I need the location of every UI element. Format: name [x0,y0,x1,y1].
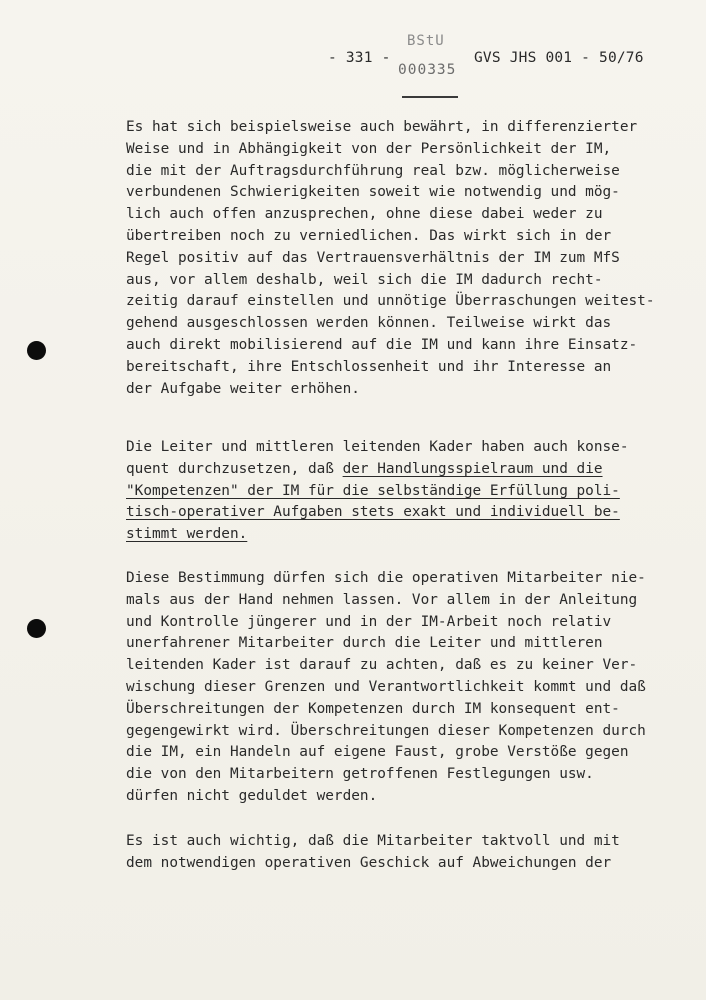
text-line: die IM, ein Handeln auf eigene Faust, grobe Verstöße gegen [126,744,629,761]
text-line: der Aufgabe weiter erhöhen. [126,380,360,397]
page-number: - 331 - [328,50,391,66]
text-line [126,524,671,546]
punch-hole-upper [27,341,46,360]
underlined-text: der Handlungsspielraum und die [342,460,603,477]
page-header [0,33,706,110]
text-line: aus, vor allem deshalb, weil sich die IM dadurch recht- [126,271,603,288]
text-line: verbundenen Schwierigkeiten soweit wie notwendig und mög- [126,184,620,201]
text-line: dem notwendigen operativen Geschick auf Abweichungen der [126,854,612,871]
document-reference: GVS JHS 001 - 50/76 [474,50,644,66]
text-line: unerfahrener Mitarbeiter durch die Leiter und mittleren [126,635,603,652]
text-line: lich auch offen anzusprechen, ohne diese dabei weder zu [126,206,603,223]
text-line [126,459,671,481]
underlined-text-line: "Kompetenzen" der IM für die selbständige Erfüllung poli- [126,482,620,499]
text-line: Es ist auch wichtig, daß die Mitarbeiter taktvoll und mit [126,833,620,849]
text-line: Es hat sich beispielsweise auch bewährt, in differenzierter [126,119,638,135]
text-line: und Kontrolle jüngerer und in der IM-Arbeit noch relativ [126,613,612,630]
paragraph-4 [126,831,671,875]
text-line: zeitig darauf einstellen und unnötige Überraschungen weitest- [126,293,655,310]
text-line: wischung dieser Grenzen und Verantwortlichkeit kommt und daß [126,678,646,695]
text-line: Regel positiv auf das Vertrauensverhältnis der IM zum MfS [126,249,620,266]
text-line: übertreiben noch zu verniedlichen. Das wirkt sich in der [126,227,612,244]
text-line: bereitschaft, ihre Entschlossenheit und ihr Interesse an [126,358,612,375]
archive-stamp: BStU [407,33,445,49]
header-rule [402,96,458,98]
text-line: gehend ausgeschlossen werden können. Teilweise wirkt das [126,315,612,332]
text-line: die von den Mitarbeitern getroffenen Festlegungen usw. [126,766,594,783]
punch-hole-lower [27,619,46,638]
paragraph-2 [126,437,671,546]
text-line: Diese Bestimmung dürfen sich die operativen Mitarbeiter nie- [126,570,646,586]
text-line: Die Leiter und mittleren leitenden Kader haben auch konse- [126,439,629,455]
underlined-text: stimmt werden. [126,526,248,543]
text-line: gegengewirkt wird. Überschreitungen dieser Kompetenzen durch [126,722,646,739]
text-line: Überschreitungen der Kompetenzen durch IM konsequent ent- [126,700,620,717]
text-line: die mit der Auftragsdurchführung real bzw. möglicherweise [126,162,620,179]
text-line: auch direkt mobilisierend auf die IM und kann ihre Einsatz- [126,336,638,353]
paragraph-3 [126,568,671,808]
text-line: leitenden Kader ist darauf zu achten, daß es zu keiner Ver- [126,657,638,674]
paragraph-1 [126,117,671,400]
text-segment: quent durchzusetzen, daß [126,460,343,477]
underlined-text-line: tisch-operativer Aufgaben stets exakt und individuell be- [126,504,620,521]
text-line: mals aus der Hand nehmen lassen. Vor allem in der Anleitung [126,591,638,608]
archive-number: 000335 [398,62,457,78]
text-line: dürfen nicht geduldet werden. [126,787,378,804]
text-line: Weise und in Abhängigkeit von der Persönlichkeit der IM, [126,140,612,157]
